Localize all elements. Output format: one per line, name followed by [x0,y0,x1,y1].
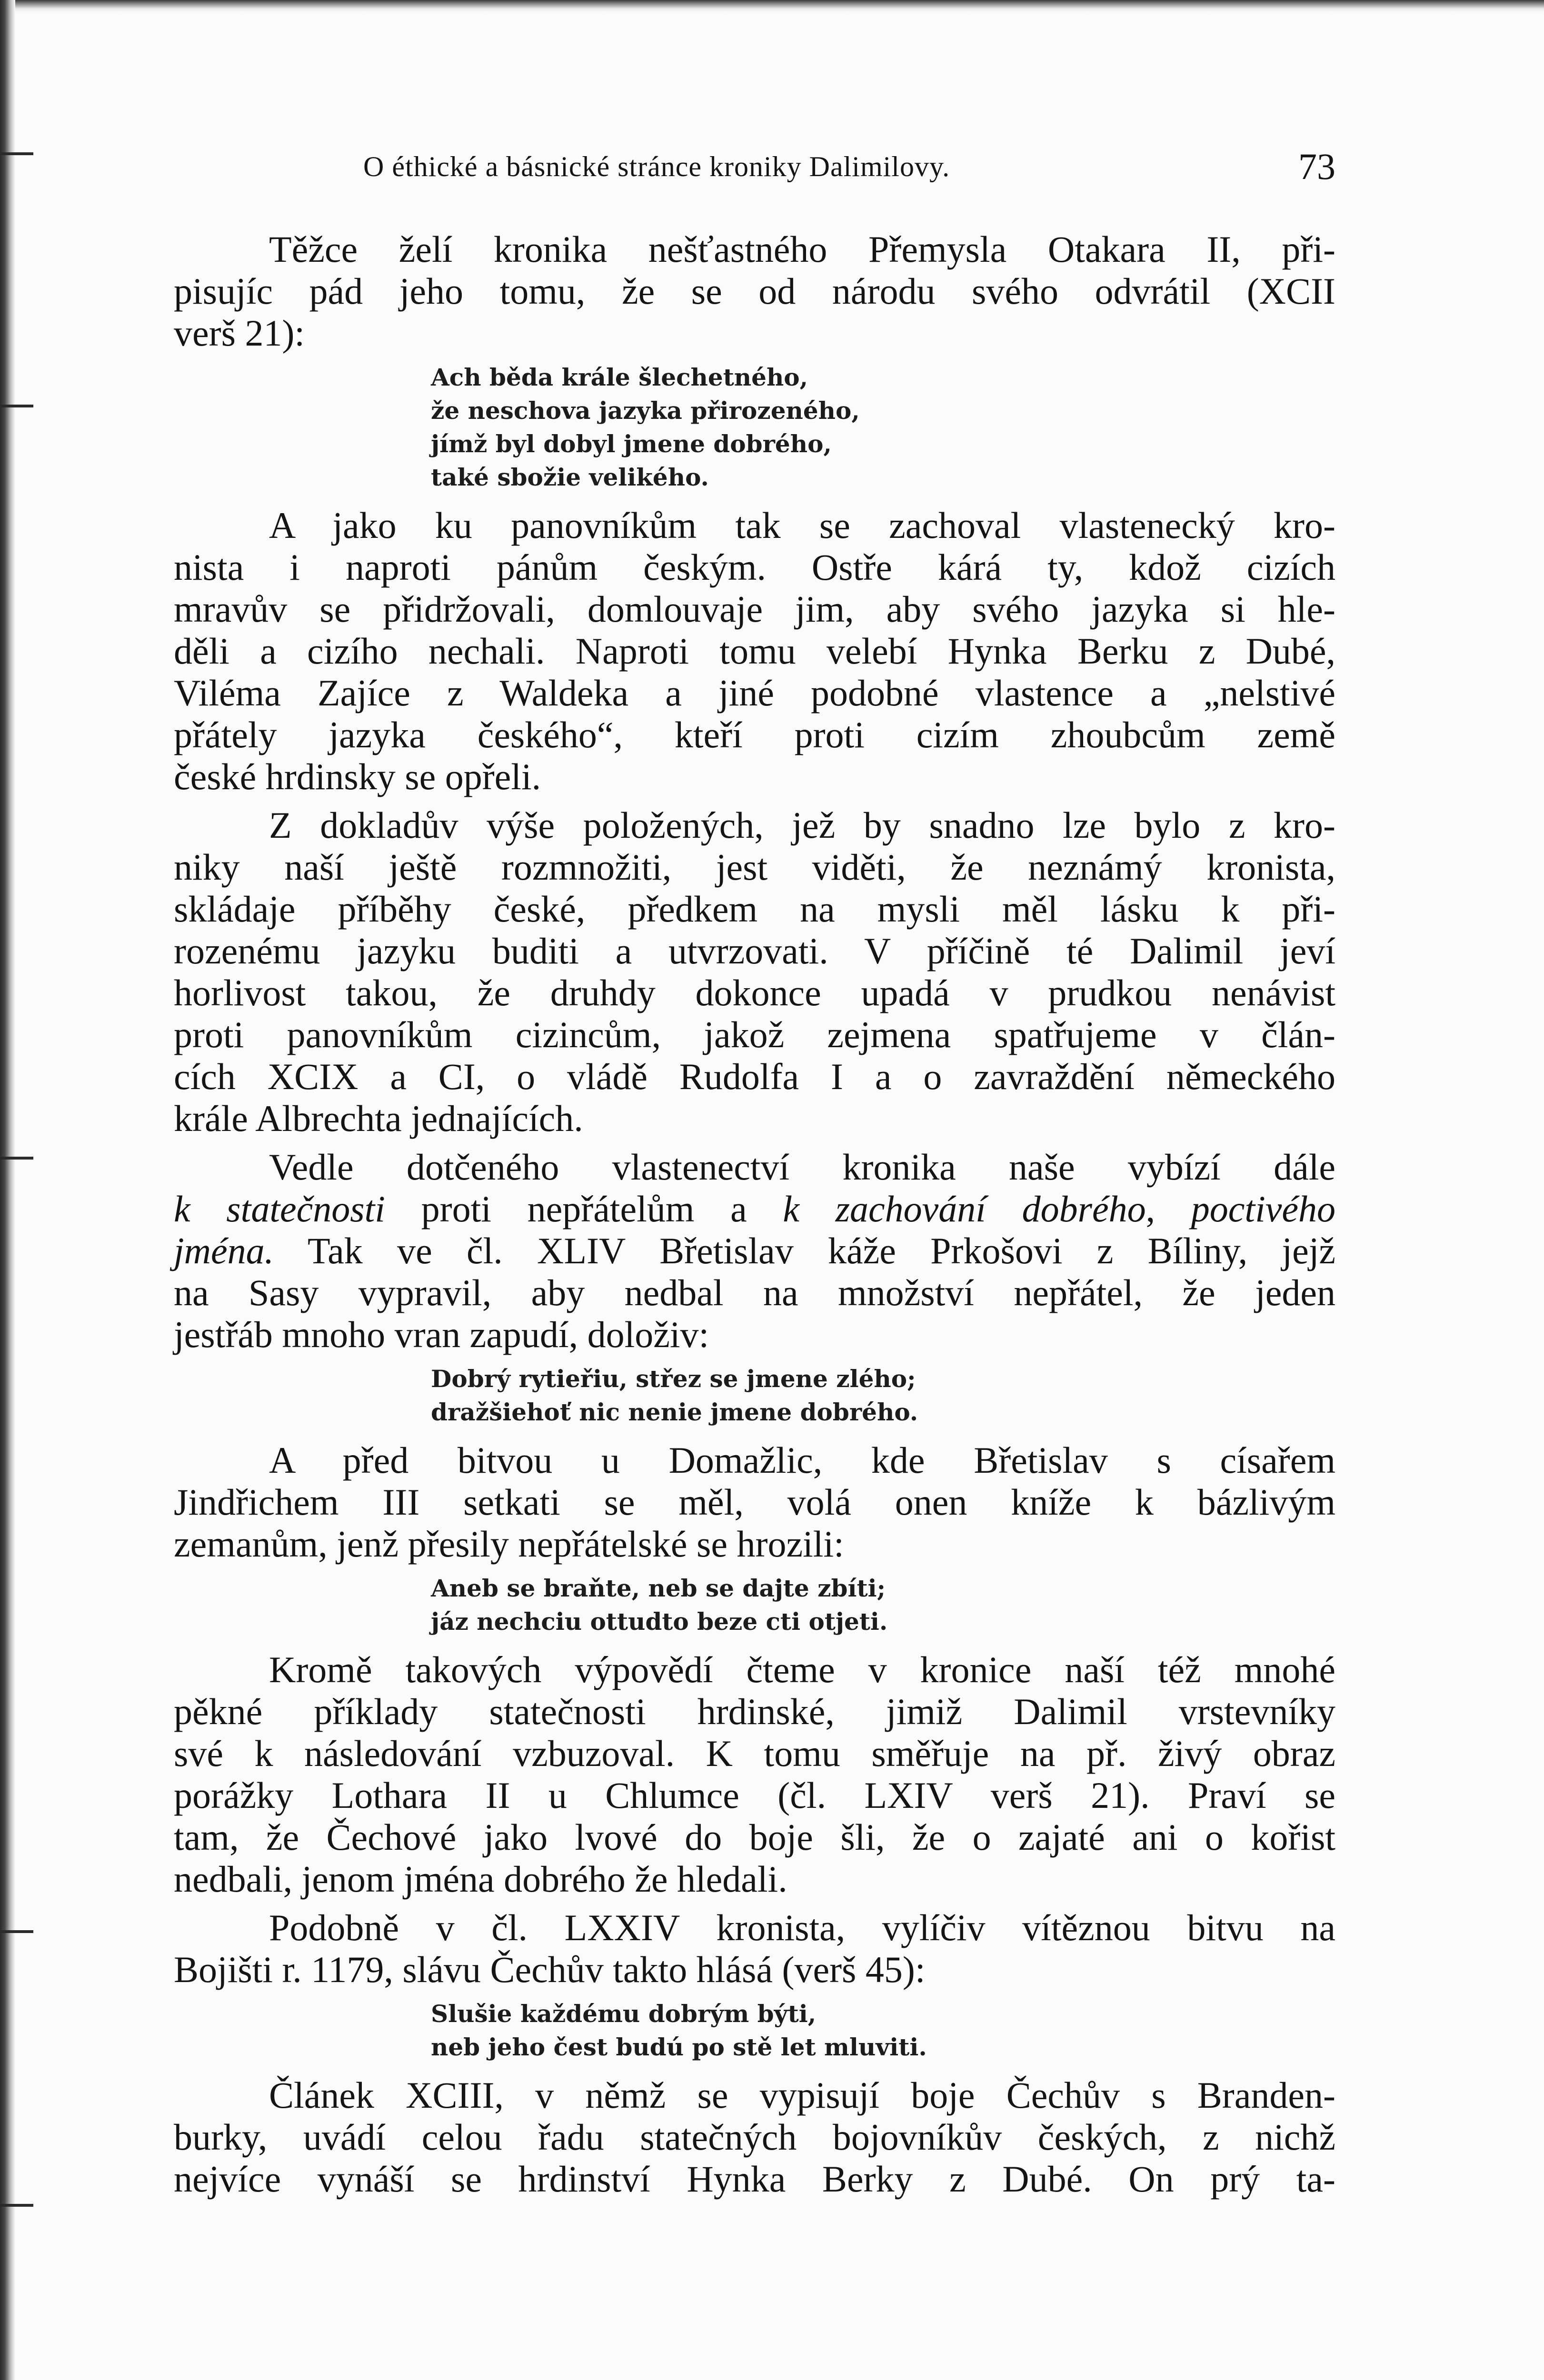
paragraph [174,1146,1335,1356]
text-line: na Sasy vypravil, aby nedbal na množství nepřátel, že jeden [174,1272,1335,1313]
text-run: Tak ve čl. XLIV Břetislav káže Prkošovi z Bíliny, jejž [274,1230,1335,1271]
verse-line: jáz nechciu ottudto beze cti otjeti. [431,1607,888,1636]
text-line [174,1230,1335,1272]
text-line: české hrdinsky se opřeli. [174,756,541,797]
paragraph [174,505,1335,798]
text-line: pěkné příklady statečnosti hrdinské, jimiž Dalimil vrstevníky [174,1691,1335,1732]
paragraph [174,1907,1335,1991]
page-top-edge [0,0,1544,12]
text-line: Kromě takových výpovědí čteme v kronice naší též mnohé [269,1649,1335,1690]
text-line: Z dokladův výše položených, jež by snadno lze bylo z kro- [269,804,1335,846]
text-line: A jako ku panovníkům tak se zachoval vlastenecký kro- [269,505,1335,546]
emphasis: k zachování dobrého [783,1188,1146,1230]
margin-mark [0,2204,33,2207]
text-line: nejvíce vynáší se hrdinství Hynka Berky z Dubé. On prý ta- [174,2158,1335,2200]
paragraph [174,1439,1335,1565]
text-line: Jindřichem III setkati se měl, volá onen kníže k bázlivým [174,1481,1335,1523]
verse-quote [431,361,1335,494]
verse-line: jímž byl dobyl jmene dobrého, [431,430,832,458]
text-line: nista i naproti pánům českým. Ostře kárá ty, kdož cizích [174,546,1335,588]
binding-edge [0,0,15,2380]
running-header [174,138,1335,195]
verse-quote [431,1997,1335,2064]
verse-line: dražšiehoť nic nenie jmene dobrého. [431,1398,918,1426]
text-line [174,1188,1335,1230]
emphasis: k statečnosti [174,1188,385,1230]
text-line: Těžce želí kronika nešťastného Přemysla Otakara II, při- [269,228,1335,270]
running-title: O éthické a básnické stránce kroniky Dalimilovy. [363,151,950,182]
paragraph [174,2074,1335,2200]
text-line: rozenému jazyku buditi a utvrzovati. V příčině té Dalimil jeví [174,930,1335,972]
text-line: skládaje příběhy české, předkem na mysli měl lásku k při- [174,888,1335,930]
emphasis: jména. [174,1230,274,1271]
verse-line: Slušie každému dobrým býti, [431,2000,817,2028]
text-line: Viléma Zajíce z Waldeka a jiné podobné vlastence a „nelstivé [174,672,1335,714]
verse-line: Dobrý rytieřiu, střez se jmene zlého; [431,1365,916,1393]
text-line: nedbali, jenom jména dobrého že hledali. [174,1858,787,1900]
text-line: Článek XCIII, v němž se vypisují boje Čechův s Branden- [269,2074,1335,2116]
text-line: mravův se přidržovali, domlouvaje jim, aby svého jazyka si hle- [174,588,1335,630]
verse-line: Ach běda krále šlechetného, [431,363,808,391]
text-line: horlivost takou, že druhdy dokonce upadá v prudkou nenávist [174,972,1335,1013]
margin-mark [0,1930,33,1933]
margin-mark [0,1157,33,1160]
text-line: A před bitvou u Domažlic, kde Břetislav s císařem [269,1439,1335,1481]
verse-line: že neschova jazyka přirozeného, [431,397,860,425]
text-line: tam, že Čechové jako lvové do boje šli, že o zajaté ani o kořist [174,1816,1335,1858]
text-line: porážky Lothara II u Chlumce (čl. LXIV verš 21). Praví se [174,1775,1335,1816]
verse-line: Aneb se braňte, neb se dajte zbíti; [431,1574,886,1602]
text-line: krále Albrechta jednajících. [174,1098,583,1139]
text-line: pisujíc pád jeho tomu, že se od národu svého odvrátil (XCII [174,270,1335,312]
text-line: Bojišti r. 1179, slávu Čechův takto hlásá (verš 45): [174,1949,926,1990]
text-line: své k následování vzbuzoval. K tomu směřuje na př. živý obraz [174,1733,1335,1774]
margin-mark [0,152,33,155]
text-line: zemanům, jenž přesily nepřátelské se hrozili: [174,1523,844,1565]
book-page [174,138,1335,2200]
margin-mark [0,405,33,407]
text-run: , [1146,1188,1191,1230]
text-line: verš 21): [174,312,305,354]
text-line: Vedle dotčeného vlastenectví kronika naše vybízí dále [269,1146,1335,1188]
text-run: proti nepřátelům a [385,1188,783,1230]
text-line: jestřáb mnoho vran zapudí, doloživ: [174,1314,709,1355]
emphasis: poctivého [1191,1188,1335,1230]
paragraph [174,1649,1335,1900]
text-line: cích XCIX a CI, o vládě Rudolfa I a o zavraždění německého [174,1056,1335,1097]
text-line: burky, uvádí celou řadu statečných bojovníkův českých, z nichž [174,2116,1335,2158]
text-line: děli a cizího nechali. Naproti tomu velebí Hynka Berku z Dubé, [174,630,1335,672]
verse-line: neb jeho čest budú po stě let mluviti. [431,2033,927,2061]
verse-line: také sbožie velikého. [431,463,709,491]
text-line: niky naší ještě rozmnožiti, jest viděti, že neznámý kronista, [174,846,1335,888]
verse-quote [431,1572,1335,1638]
paragraph [174,804,1335,1140]
text-line: přátely jazyka českého“, kteří proti cizím zhoubcům země [174,714,1335,755]
text-line: proti panovníkům cizincům, jakož zejmena spatřujeme v člán- [174,1014,1335,1055]
paragraph [174,228,1335,354]
text-line: Podobně v čl. LXXIV kronista, vylíčiv vítěznou bitvu na [269,1907,1335,1948]
verse-quote [431,1362,1335,1429]
page-number: 73 [1298,146,1335,187]
